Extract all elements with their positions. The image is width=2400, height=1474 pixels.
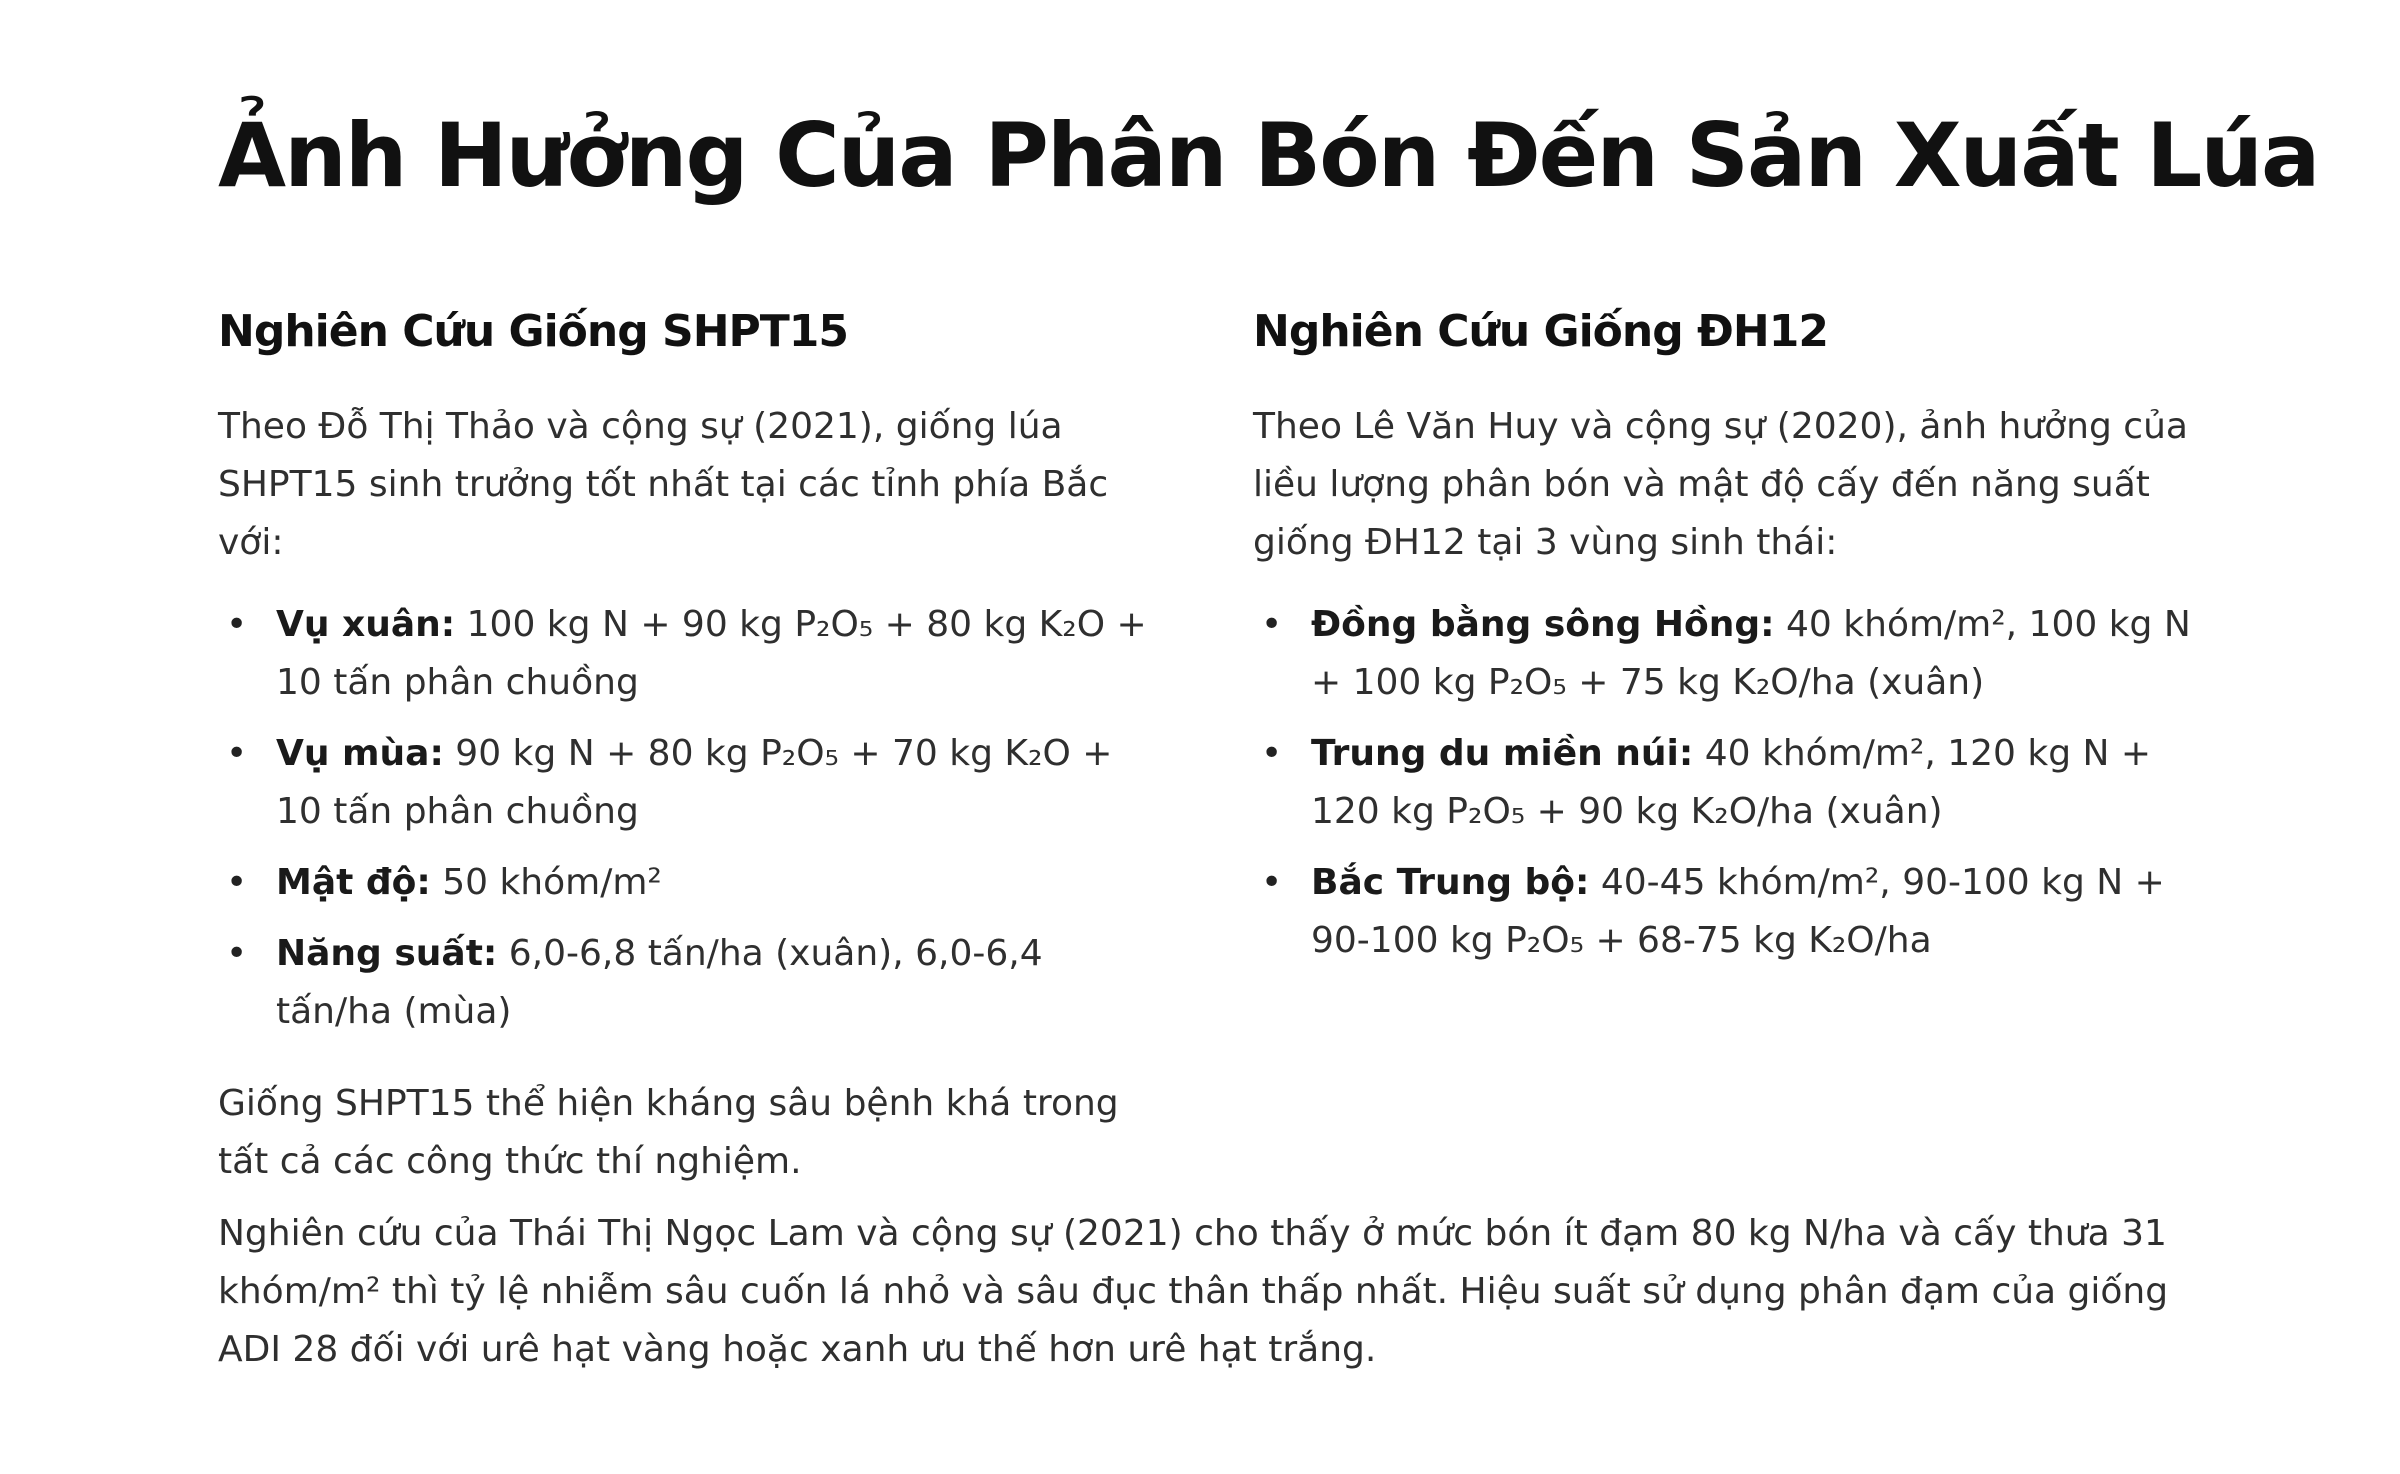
- item-text: 40 khóm/m², 100 kg N + 100 kg P₂O₅ + 75 kg K₂O/ha (xuân): [1311, 604, 2191, 703]
- item-key: Trung du miền núi:: [1311, 733, 1694, 774]
- section-heading-shpt15: Nghiên Cứu Giống SHPT15: [218, 306, 849, 357]
- item-key: Vụ xuân:: [276, 604, 456, 645]
- item-text: 50 khóm/m²: [430, 862, 662, 903]
- bullet-icon: •: [1261, 733, 1283, 774]
- item-key: Mật độ:: [276, 862, 431, 903]
- fertilizer-list-dh12: [1253, 596, 2203, 970]
- bullet-icon: •: [226, 933, 248, 974]
- page-title: Ảnh Hưởng Của Phân Bón Đến Sản Xuất Lúa: [218, 104, 2319, 207]
- item-text: 6,0-6,8 tấn/ha (xuân), 6,0-6,4 tấn/ha (mùa): [276, 933, 1043, 1032]
- study-shpt15-section: [218, 300, 1168, 1191]
- study-dh12-section: [1253, 300, 2203, 983]
- summary-paragraph: Nghiên cứu của Thái Thị Ngọc Lam và cộng sự (2021) cho thấy ở mức bón ít đạm 80 kg N/ha và cấy thưa 31 khóm/m² thì tỷ lệ nhiễm sâu cuốn lá nhỏ và sâu đục thân thấp nhất. Hiệu suất sử dụng phân đạm của giống ADI 28 đối với urê hạt vàng hoặc xanh ưu thế hơn urê hạt trắng.: [218, 1213, 2169, 1370]
- list-item: [218, 725, 1168, 841]
- bullet-icon: •: [226, 733, 248, 774]
- item-text: 40 khóm/m², 120 kg N + 120 kg P₂O₅ + 90 kg K₂O/ha (xuân): [1311, 733, 2152, 832]
- bullet-icon: •: [1261, 604, 1283, 645]
- item-key: Bắc Trung bộ:: [1311, 862, 1590, 903]
- bullet-icon: •: [1261, 862, 1283, 903]
- item-text: 90 kg N + 80 kg P₂O₅ + 70 kg K₂O + 10 tấn phân chuồng: [276, 733, 1113, 832]
- list-item: [1253, 596, 2203, 712]
- list-item: [218, 925, 1168, 1041]
- list-item: [1253, 854, 2203, 970]
- item-key: Đồng bằng sông Hồng:: [1311, 604, 1775, 645]
- bullet-icon: •: [226, 862, 248, 903]
- list-item: [218, 596, 1168, 712]
- note-paragraph-shpt15: Giống SHPT15 thể hiện kháng sâu bệnh khá trong tất cả các công thức thí nghiệm.: [218, 1083, 1119, 1182]
- list-item: [218, 854, 1168, 912]
- item-text: 40-45 khóm/m², 90-100 kg N + 90-100 kg P₂O₅ + 68-75 kg K₂O/ha: [1311, 862, 2165, 961]
- fertilizer-list-shpt15: [218, 596, 1168, 1041]
- item-key: Vụ mùa:: [276, 733, 444, 774]
- item-key: Năng suất:: [276, 933, 498, 974]
- bullet-icon: •: [226, 604, 248, 645]
- list-item: [1253, 725, 2203, 841]
- item-text: 100 kg N + 90 kg P₂O₅ + 80 kg K₂O + 10 tấn phân chuồng: [276, 604, 1147, 703]
- intro-paragraph-dh12: Theo Lê Văn Huy và cộng sự (2020), ảnh hưởng của liều lượng phân bón và mật độ cấy đến năng suất giống ĐH12 tại 3 vùng sinh thái:: [1253, 406, 2188, 563]
- intro-paragraph-shpt15: Theo Đỗ Thị Thảo và cộng sự (2021), giống lúa SHPT15 sinh trưởng tốt nhất tại các tỉnh phía Bắc với:: [218, 406, 1109, 563]
- section-heading-dh12: Nghiên Cứu Giống ĐH12: [1253, 306, 1828, 357]
